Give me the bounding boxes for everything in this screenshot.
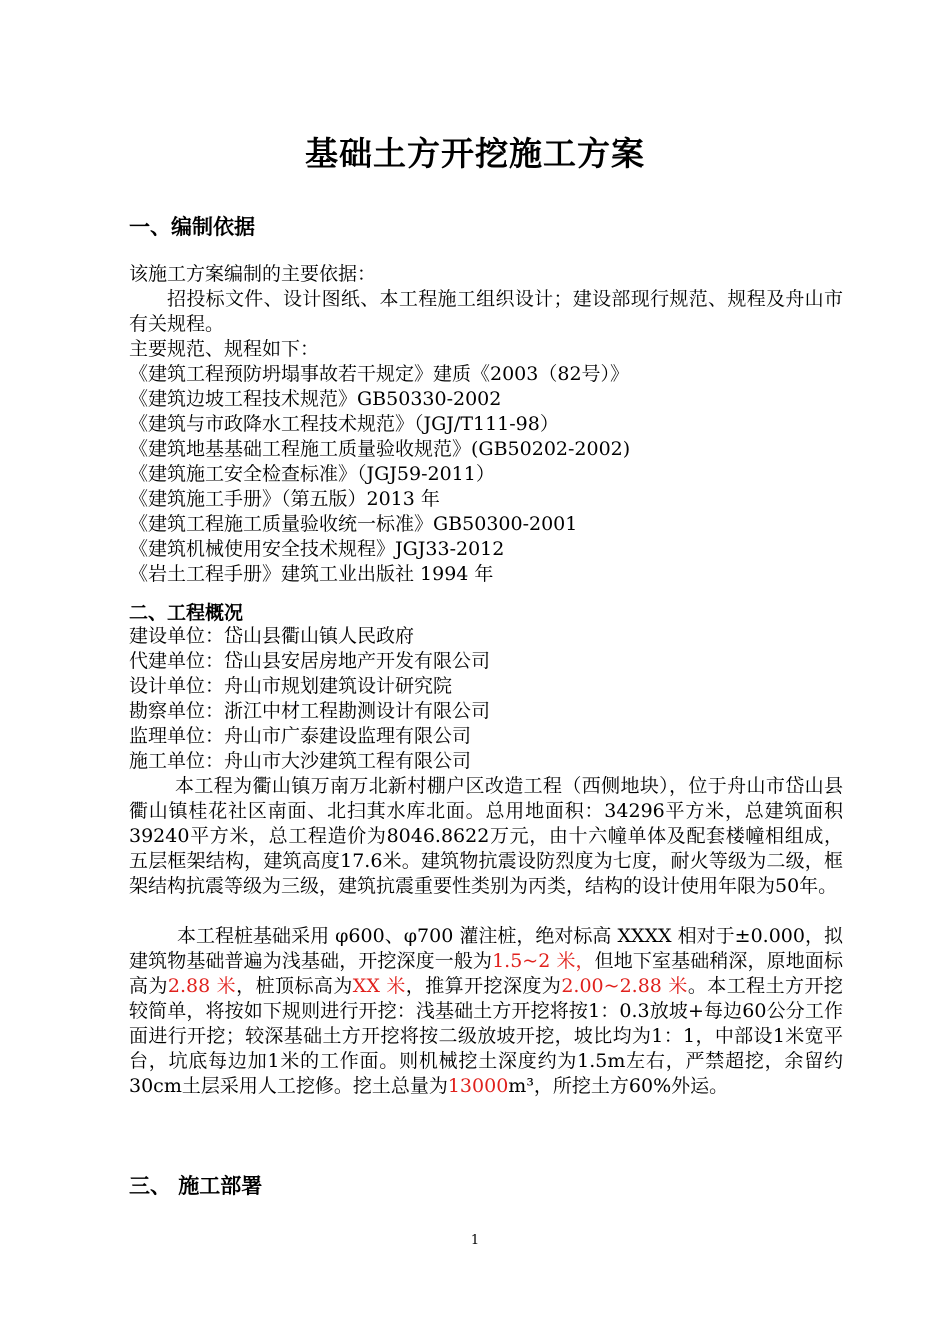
- earthwork-volume-highlight: 13000: [447, 1075, 509, 1097]
- norms-label: 主要规范、规程如下：: [129, 338, 320, 360]
- norm-item: 《建筑机械使用安全技术规程》JGJ33-2012: [129, 538, 505, 560]
- norm-item: 《建筑施工手册》（第五版）2013 年: [129, 488, 440, 510]
- basis-intro: 该施工方案编制的主要依据：: [129, 263, 377, 285]
- norm-item: 《岩土工程手册》建筑工业出版社 1994 年: [129, 563, 494, 585]
- unit-line: 勘察单位：浙江中材工程勘测设计有限公司: [129, 700, 491, 722]
- norm-item: 《建筑施工安全检查标准》（JGJ59-2011）: [129, 463, 495, 485]
- basis-paragraph: 招投标文件、设计图纸、本工程施工组织设计；建设部现行规范、规程及舟山市有关规程。: [129, 288, 843, 335]
- norm-item: 《建筑地基基础工程施工质量验收规范》(GB50202-2002): [129, 438, 631, 460]
- unit-line: 施工单位：舟山市大沙建筑工程有限公司: [129, 750, 472, 772]
- computed-depth-highlight: 2.00~2.88 米: [561, 975, 688, 997]
- pile-top-elevation-highlight: XX 米: [352, 975, 406, 997]
- norm-item: 《建筑工程施工质量验收统一标准》GB50300-2001: [129, 513, 578, 535]
- unit-line: 建设单位：岱山县衢山镇人民政府: [129, 625, 415, 647]
- unit-line: 设计单位：舟山市规划建筑设计研究院: [129, 675, 453, 697]
- pile-text: 。本工程土方开挖较简单，将按如下规则进行开挖：浅基础土方开挖将按1：0.3放坡+每边60公分工作面进行开挖；较深基础土方开挖将按二级放坡开挖，坡比均为1：1，中部设1米宽平台，坑底每边加1米的工作面。则机械挖土深度约为1.5m左右，严禁超挖，余留约30cm土层采用人工挖修。挖土总量为: [129, 975, 843, 1097]
- pile-text: 本工程桩基础采用 φ600、φ700 灌注桩，绝对标高 XXXX 相对于±0.000，拟建筑物基础普遍为浅基础，开挖深度一般为: [129, 925, 843, 972]
- document-title: 基础土方开挖施工方案: [305, 134, 645, 173]
- overview-paragraph: 本工程为衢山镇万南万北新村棚户区改造工程（西侧地块），位于舟山市岱山县衢山镇桂花社区南面、北扫萁水库北面。总用地面积：34296平方米，总建筑面积39240平方米，总工程造价为8046.8622万元，由十六幢单体及配套楼幢相组成，五层框架结构，建筑高度17.6米。建筑物抗震设防烈度为七度，耐火等级为二级，框架结构抗震等级为三级，建筑抗震重要性类别为丙类，结构的设计使用年限为50年。: [129, 775, 843, 897]
- section-heading-overview: 二、工程概况: [129, 602, 244, 624]
- pile-text: ，桩顶标高为: [236, 975, 353, 997]
- excavation-depth-highlight: 1.5~2 米，: [492, 950, 595, 972]
- unit-line: 代建单位：岱山县安居房地产开发有限公司: [129, 650, 491, 672]
- norm-item: 《建筑工程预防坍塌事故若干规定》建质《2003（82号）》: [129, 363, 630, 385]
- section-heading-basis: 一、编制依据: [129, 215, 255, 239]
- pile-text: ，推算开挖深度为: [405, 975, 562, 997]
- pile-text: m³，所挖土方60%外运。: [508, 1075, 729, 1097]
- pile-paragraph: [129, 924, 843, 1099]
- pile-text: 但地下室基础稍深，原地面标高为: [129, 950, 843, 997]
- norm-item: 《建筑与市政降水工程技术规范》（JGJ/T111-98）: [129, 413, 559, 435]
- ground-elevation-highlight: 2.88 米: [167, 975, 237, 997]
- section-heading-deployment: 三、 施工部署: [129, 1174, 263, 1198]
- page-number: 1: [470, 1233, 480, 1248]
- unit-line: 监理单位：舟山市广泰建设监理有限公司: [129, 725, 472, 747]
- norm-item: 《建筑边坡工程技术规范》GB50330-2002: [129, 388, 502, 410]
